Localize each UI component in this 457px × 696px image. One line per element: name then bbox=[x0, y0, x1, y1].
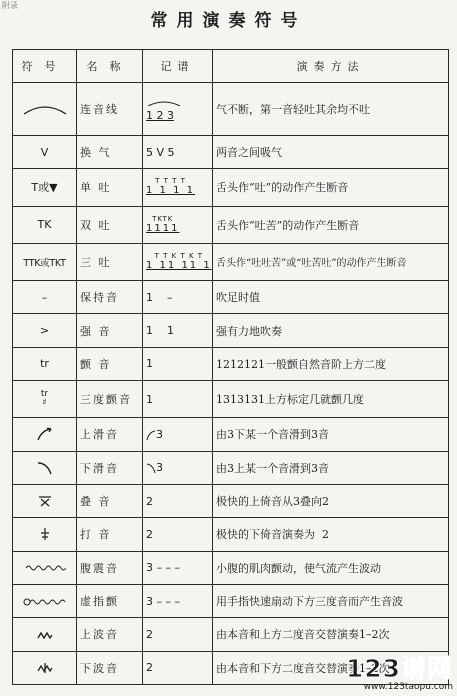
slur-arc-icon bbox=[21, 102, 69, 116]
name-cell: 强 音 bbox=[77, 314, 143, 347]
symbol-cell: T或▼ bbox=[13, 169, 77, 206]
table-row bbox=[13, 169, 449, 206]
symbol-cell bbox=[13, 651, 77, 684]
score-cell: 1 1 bbox=[143, 314, 213, 347]
tr-sharp-icon: tr ♯ bbox=[40, 389, 49, 409]
score-cell: 2 bbox=[143, 484, 213, 517]
symbol-cell: V bbox=[13, 135, 77, 168]
score-text: 1 2 3 bbox=[146, 108, 174, 122]
name-cell: 下波音 bbox=[77, 651, 143, 684]
symbol-cell bbox=[13, 518, 77, 551]
symbol-cell bbox=[13, 551, 77, 584]
score-cell: 3 – – – bbox=[143, 551, 213, 584]
symbol-cell bbox=[13, 83, 77, 136]
name-cell: 打 音 bbox=[77, 518, 143, 551]
method-cell: 用手指快速扇动下方三度音而产生音波 bbox=[213, 584, 449, 617]
tongue-notation bbox=[146, 178, 195, 196]
name-cell: 双 吐 bbox=[77, 206, 143, 243]
method-cell: 极快的上倚音从3叠向2 bbox=[213, 484, 449, 517]
table-row bbox=[13, 618, 449, 651]
table-row bbox=[13, 518, 449, 551]
table-row bbox=[13, 347, 449, 380]
lower-mordent-icon bbox=[36, 662, 54, 674]
symbol-cell bbox=[13, 381, 77, 418]
header-name: 名称 bbox=[77, 50, 143, 83]
name-cell: 三 吐 bbox=[77, 243, 143, 280]
overlap-icon bbox=[37, 494, 53, 508]
symbol-cell: TK bbox=[13, 206, 77, 243]
method-cell: 由3下某一个音滑到3音 bbox=[213, 418, 449, 451]
name-cell: 上波音 bbox=[77, 618, 143, 651]
tongue-letters: T T T T bbox=[155, 177, 186, 186]
table-row bbox=[13, 243, 449, 280]
score-cell: 5 V 5 bbox=[143, 135, 213, 168]
score-cell: 2 bbox=[143, 651, 213, 684]
method-cell: 舌头作“吐苦”的动作产生断音 bbox=[213, 206, 449, 243]
downward-glide-icon bbox=[36, 460, 54, 476]
symbol-table bbox=[12, 49, 449, 685]
name-cell: 换 气 bbox=[77, 135, 143, 168]
table-header-row bbox=[13, 50, 449, 83]
name-cell: 腹震音 bbox=[77, 551, 143, 584]
header-symbol: 符号 bbox=[13, 50, 77, 83]
score-cell bbox=[143, 418, 213, 451]
score-text: 1 1 1 1 bbox=[146, 185, 195, 197]
score-cell: 1 bbox=[143, 347, 213, 380]
name-cell: 上滑音 bbox=[77, 418, 143, 451]
table-row bbox=[13, 314, 449, 347]
symbol-cell bbox=[13, 484, 77, 517]
table-row bbox=[13, 281, 449, 314]
method-cell: 气不断，第一音轻吐其余均不吐 bbox=[213, 83, 449, 136]
watermark bbox=[346, 649, 453, 692]
table-row bbox=[13, 551, 449, 584]
table-row bbox=[13, 418, 449, 451]
wavy-line-icon bbox=[24, 564, 66, 572]
method-cell: 小腹的肌肉颤动，使气流产生波动 bbox=[213, 551, 449, 584]
header-method: 演奏方法 bbox=[213, 50, 449, 83]
table-row bbox=[13, 83, 449, 136]
method-cell: 极快的下倚音演奏为 2 bbox=[213, 518, 449, 551]
tongue-notation bbox=[146, 253, 212, 271]
score-cell bbox=[143, 206, 213, 243]
name-cell: 三度颤音 bbox=[77, 381, 143, 418]
method-cell: 1212121一般颤自然音阶上方二度 bbox=[213, 347, 449, 380]
score-cell: 2 bbox=[143, 618, 213, 651]
header-score: 记谱 bbox=[143, 50, 213, 83]
method-cell: 1313131上方标定几就颤几度 bbox=[213, 381, 449, 418]
method-cell: 由本音和下方二度音交替演奏1–2次 bbox=[213, 651, 449, 684]
symbol-cell bbox=[13, 584, 77, 617]
finger-vibrato-icon bbox=[22, 597, 68, 607]
method-cell: 强有力地吹奏 bbox=[213, 314, 449, 347]
name-cell: 连音线 bbox=[77, 83, 143, 136]
score-text: 1111 bbox=[146, 222, 180, 234]
score-cell bbox=[143, 83, 213, 136]
name-cell: 叠 音 bbox=[77, 484, 143, 517]
method-cell: 由本音和上方二度音交替演奏1–2次 bbox=[213, 618, 449, 651]
symbol-cell: – bbox=[13, 281, 77, 314]
symbol-cell bbox=[13, 451, 77, 484]
score-cell: 2 bbox=[143, 518, 213, 551]
method-cell: 舌头作“吐吐苦”或“吐苦吐”的动作产生断音 bbox=[213, 243, 449, 280]
table-row bbox=[13, 584, 449, 617]
name-cell: 保持音 bbox=[77, 281, 143, 314]
score-cell bbox=[143, 243, 213, 280]
score-cell: 1 – bbox=[143, 281, 213, 314]
table-row bbox=[13, 206, 449, 243]
watermark-logo: 123谱网 bbox=[345, 654, 453, 683]
score-cell: 1 bbox=[143, 381, 213, 418]
score-cell bbox=[143, 451, 213, 484]
symbol-cell bbox=[13, 618, 77, 651]
corner-text: 附录 bbox=[2, 1, 18, 10]
table-row bbox=[13, 451, 449, 484]
name-cell: 颤 音 bbox=[77, 347, 143, 380]
upward-glide-icon bbox=[36, 426, 54, 442]
upper-mordent-icon bbox=[36, 629, 54, 641]
symbol-text: tr bbox=[40, 389, 49, 400]
strike-icon bbox=[39, 527, 51, 541]
name-cell: 下滑音 bbox=[77, 451, 143, 484]
downward-glide-mark-icon bbox=[146, 462, 156, 474]
score-cell bbox=[143, 169, 213, 206]
symbol-cell: > bbox=[13, 314, 77, 347]
table-row bbox=[13, 381, 449, 418]
score-cell: 3 – – – bbox=[143, 584, 213, 617]
tongue-letters: T T K T K T bbox=[154, 251, 204, 260]
score-text: 3 bbox=[156, 461, 163, 475]
page-title: 常用演奏符号 bbox=[150, 11, 307, 31]
method-cell: 由3上某一个音滑到3音 bbox=[213, 451, 449, 484]
method-cell: 吹足时值 bbox=[213, 281, 449, 314]
table-row bbox=[13, 484, 449, 517]
method-cell: 舌头作“吐”的动作产生断音 bbox=[213, 169, 449, 206]
symbol-cell: TTK或TKT bbox=[13, 243, 77, 280]
tongue-notation bbox=[146, 216, 179, 234]
score-text: 1 11 11 1 bbox=[146, 259, 212, 271]
symbol-cell bbox=[13, 418, 77, 451]
method-cell: 两音之间吸气 bbox=[213, 135, 449, 168]
name-cell: 虚指颤 bbox=[77, 584, 143, 617]
slur-mark-icon bbox=[146, 100, 182, 106]
watermark-url: www.123taopu.com bbox=[363, 682, 453, 692]
name-cell: 单 吐 bbox=[77, 169, 143, 206]
upward-glide-mark-icon bbox=[146, 429, 156, 441]
tongue-letters: TKTK bbox=[152, 214, 174, 223]
score-text: 3 bbox=[156, 427, 163, 441]
symbol-cell: tr bbox=[13, 347, 77, 380]
table-row bbox=[13, 135, 449, 168]
